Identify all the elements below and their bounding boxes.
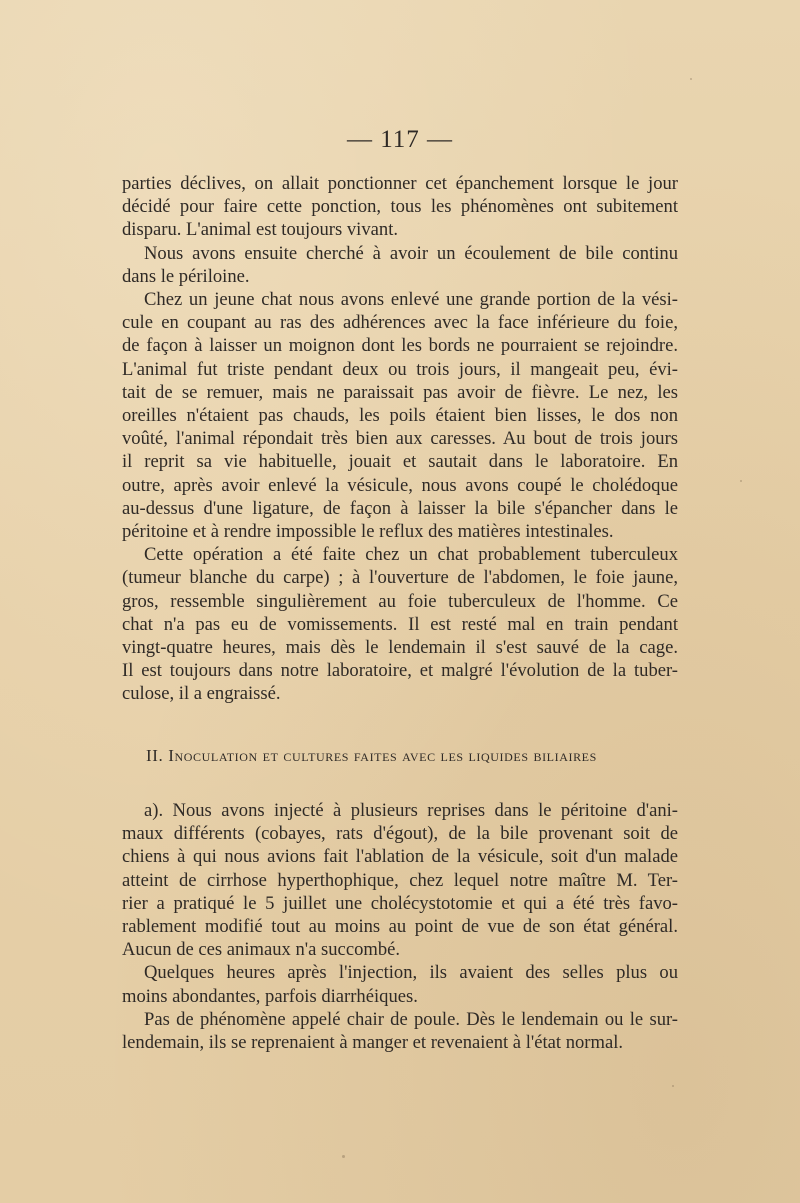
- paragraph: [122, 961, 678, 1007]
- text-line: L'animal fut triste pendant deux ou trois jours, il mangeait peu, évi-: [122, 358, 678, 380]
- text-line: atteint de cirrhose hyperthophique, chez lequel notre maître M. Ter-: [122, 869, 678, 891]
- text-line: chat n'a pas eu de vomissements. Il est resté mal en train pendant: [122, 613, 678, 635]
- text-line: Aucun de ces animaux n'a succombé.: [122, 939, 401, 961]
- text-line: culose, il a engraissé.: [122, 683, 281, 705]
- text-line: dans le périloine.: [122, 265, 250, 287]
- text-line: Quelques heures après l'injection, ils avaient des selles plus ou: [144, 962, 678, 984]
- paragraph: [122, 288, 678, 543]
- text-line: a). Nous avons injecté à plusieurs reprises dans le péritoine d'ani-: [144, 800, 678, 821]
- text-line: au-dessus d'une ligature, de façon à laisser la bile s'épancher dans le: [122, 497, 678, 519]
- section-heading: II. Inoculation et cultures faites avec les liquides biliaires: [146, 746, 597, 765]
- text-line: il reprit sa vie habituelle, jouait et sautait dans le laboratoire. En: [122, 451, 678, 473]
- text-line: outre, après avoir enlevé la vésicule, nous avons coupé le cholédoque: [122, 474, 678, 496]
- paper-speck: [740, 480, 742, 482]
- text-line: vingt-quatre heures, mais dès le lendemain il s'est sauvé de la cage.: [122, 637, 678, 659]
- paper-speck: [690, 78, 692, 80]
- paragraph: [122, 1008, 678, 1054]
- paragraph: [122, 799, 678, 961]
- text-block-top: [122, 172, 678, 706]
- text-line: Cette opération a été faite chez un chat probablement tuberculeux: [144, 544, 678, 566]
- text-line: maux différents (cobayes, rats d'égout), de la bile provenant soit de: [122, 823, 678, 845]
- text-line: cule en coupant au ras des adhérences avec la face inférieure du foie,: [122, 312, 678, 334]
- text-line: (tumeur blanche du carpe) ; à l'ouverture de l'abdomen, le foie jaune,: [122, 567, 678, 589]
- text-line: rablement modifié tout au moins au point de vue de son état général.: [122, 916, 678, 938]
- text-line: moins abondantes, parfois diarrhéiques.: [122, 985, 418, 1007]
- text-line: Nous avons ensuite cherché à avoir un écoulement de bile continu: [144, 242, 678, 264]
- text-line: Chez un jeune chat nous avons enlevé une grande portion de la vési-: [144, 289, 678, 311]
- text-line: tait de se remuer, mais ne paraissait pas avoir de fièvre. Le nez, les: [122, 381, 678, 403]
- text-line: chiens à qui nous avions fait l'ablation de la vésicule, soit d'un malade: [122, 846, 678, 868]
- text-line: gros, ressemble singulièrement au foie tuberculeux de l'homme. Ce: [122, 590, 678, 612]
- paper-speck: [342, 1155, 345, 1158]
- paragraph: [122, 172, 678, 242]
- text-line: décidé pour faire cette ponction, tous les phénomènes ont subitement: [122, 196, 678, 218]
- text-line: oreilles n'étaient pas chauds, les poils étaient bien lisses, le dos non: [122, 405, 678, 427]
- text-line: rier a pratiqué le 5 juillet une cholécystotomie et qui a été très favo-: [122, 892, 678, 914]
- paragraph: [122, 543, 678, 705]
- text-line: péritoine et à rendre impossible le reflux des matières intestinales.: [122, 521, 614, 543]
- text-line: disparu. L'animal est toujours vivant.: [122, 219, 399, 241]
- text-line: de façon à laisser un moignon dont les bords ne pourraient se rejoindre.: [122, 335, 678, 357]
- paper-speck: [672, 1085, 674, 1087]
- text-line: Il est toujours dans notre laboratoire, et malgré l'évolution de la tuber-: [122, 660, 678, 682]
- text-line: Pas de phénomène appelé chair de poule. Dès le lendemain ou le sur-: [144, 1008, 678, 1030]
- text-line: parties déclives, on allait ponctionner cet épanchement lorsque le jour: [122, 173, 678, 194]
- page-number: — 117 —: [346, 126, 454, 153]
- text-block-bottom: [122, 799, 678, 1054]
- paragraph: [122, 242, 678, 288]
- text-line: lendemain, ils se reprenaient à manger et revenaient à l'état normal.: [122, 1032, 624, 1054]
- text-line: voûté, l'animal répondait très bien aux caresses. Au bout de trois jours: [122, 428, 678, 450]
